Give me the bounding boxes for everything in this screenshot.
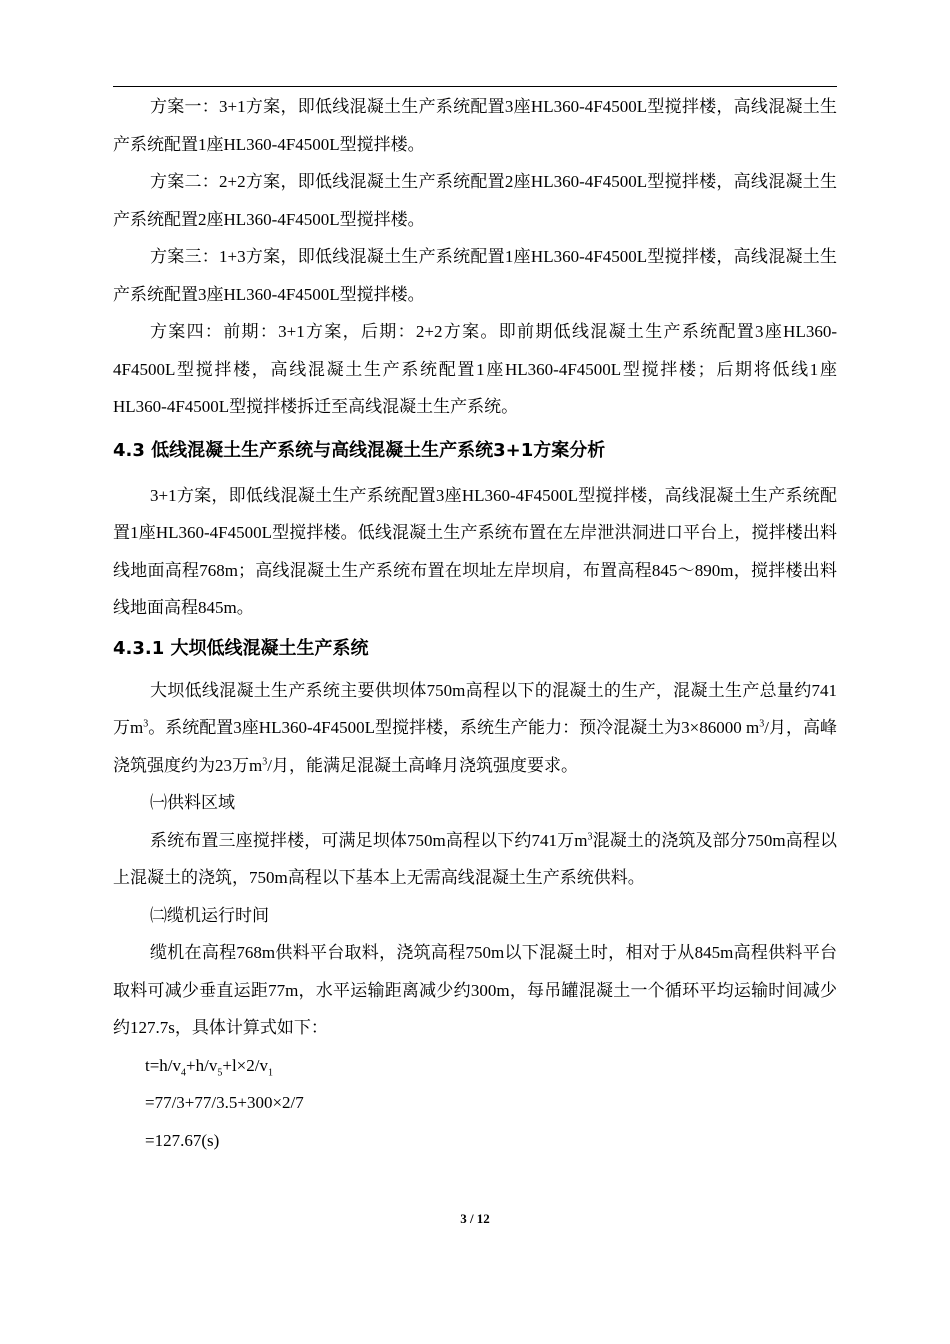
formula-part: +l×2/v — [222, 1055, 268, 1075]
plan-two-paragraph: 方案二：2+2方案，即低线混凝土生产系统配置2座HL360-4F4500L型搅拌楼，高线混凝土生产系统配置2座HL360-4F4500L型搅拌楼。 — [113, 172, 837, 229]
formula-subscript: 5 — [217, 1066, 223, 1078]
body-text-a: 大坝低线混凝土生产系统主要供坝体750m高程以下的混凝土的生产，混凝土生产总量约741万m — [113, 680, 837, 737]
formula-line-1 — [113, 1047, 837, 1085]
item-cable-crane-label: ㈡缆机运行时间 — [150, 905, 269, 925]
superscript-cubic: 3 — [262, 755, 268, 767]
plan-three-paragraph: 方案三：1+3方案，即低线混凝土生产系统配置1座HL360-4F4500L型搅拌楼，高线混凝土生产系统配置3座HL360-4F4500L型搅拌楼。 — [113, 247, 837, 304]
section-4-3-1-body — [113, 672, 837, 785]
plan-one-paragraph: 方案一：3+1方案，即低线混凝土生产系统配置3座HL360-4F4500L型搅拌楼，高线混凝土生产系统配置1座HL360-4F4500L型搅拌楼。 — [113, 97, 837, 154]
formula-line-3: =127.67(s) — [145, 1130, 220, 1150]
header-rule — [113, 86, 837, 87]
document-body — [113, 88, 837, 1159]
formula-subscript: 4 — [181, 1066, 187, 1078]
body-text-b: 。系统配置3座HL360-4F4500L型搅拌楼，系统生产能力：预冷混凝土为3×86000 m — [148, 718, 760, 737]
item1-text-a: 系统布置三座搅拌楼，可满足坝体750m高程以下约741万m — [150, 830, 588, 850]
body-text-d: /月，能满足混凝土高峰月浇筑强度要求。 — [267, 755, 578, 775]
superscript-cubic: 3 — [759, 718, 765, 730]
formula-part: +h/v — [186, 1055, 218, 1075]
item-supply-area-label: ㈠供料区域 — [150, 793, 235, 812]
page-number: 3 / 12 — [460, 1211, 490, 1226]
formula-part: t=h/v — [145, 1055, 182, 1075]
section-4-3-heading: 4.3 低线混凝土生产系统与高线混凝土生产系统3+1方案分析 — [113, 439, 606, 461]
item1-text-b: 混凝土的浇筑及部分750m高程以上混凝土的浇筑，750m高程以下基本上无需高线混凝土生产系统供料。 — [113, 830, 837, 887]
item-supply-area-body — [113, 822, 837, 897]
body-text-c: /月，高峰浇筑强度约为23万m — [113, 718, 837, 775]
item-cable-crane-body: 缆机在高程768m供料平台取料，浇筑高程750m以下混凝土时，相对于从845m高程供料平台取料可减少垂直运距77m，水平运输距离减少约300m，每吊罐混凝土一个循环平均运输时间减少约127.7s，具体计算式如下： — [113, 943, 837, 1037]
superscript-cubic: 3 — [143, 718, 149, 730]
superscript-cubic: 3 — [587, 830, 593, 842]
section-4-3-body: 3+1方案，即低线混凝土生产系统配置3座HL360-4F4500L型搅拌楼，高线混凝土生产系统配置1座HL360-4F4500L型搅拌楼。低线混凝土生产系统布置在左岸泄洪洞进口平台上，搅拌楼出料线地面高程768m；高线混凝土生产系统布置在坝址左岸坝肩，布置高程845～890m，搅拌楼出料线地面高程845m。 — [113, 485, 837, 617]
section-4-3-1-heading: 4.3.1 大坝低线混凝土生产系统 — [113, 637, 369, 659]
plan-four-paragraph: 方案四：前期：3+1方案，后期：2+2方案。即前期低线混凝土生产系统配置3座HL360-4F4500L型搅拌楼，高线混凝土生产系统配置1座HL360-4F4500L型搅拌楼；后期将低线1座HL360-4F4500L型搅拌楼拆迁至高线混凝土生产系统。 — [113, 322, 837, 416]
formula-line-2: =77/3+77/3.5+300×2/7 — [145, 1093, 304, 1112]
formula-subscript: 1 — [267, 1066, 273, 1078]
